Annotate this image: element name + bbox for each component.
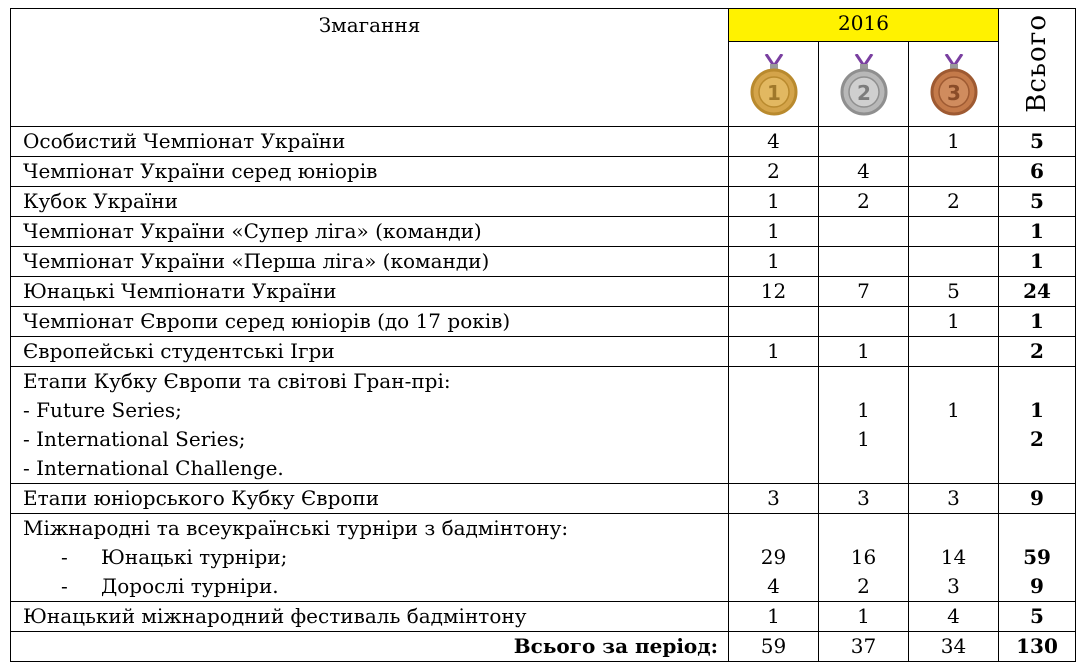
bronze-count: 4 xyxy=(909,602,999,632)
row-total: 6 xyxy=(999,157,1076,187)
tournaments-title: Міжнародні та всеукраїнські турніри з бадмінтону: xyxy=(23,516,569,540)
table-row xyxy=(11,277,1076,307)
silver-count: 3 xyxy=(819,484,909,514)
list-dash: - xyxy=(61,545,68,569)
tournaments-line xyxy=(23,572,728,601)
row-total: 1 xyxy=(999,307,1076,337)
grand-total: 130 xyxy=(999,632,1076,662)
tournament-type: Юнацькі турніри; xyxy=(101,545,288,569)
total-header xyxy=(999,9,1076,127)
svg-text:1: 1 xyxy=(766,81,781,105)
tournament-type: Дорослі турніри. xyxy=(101,574,279,598)
silver-count xyxy=(819,217,909,247)
gold-count: 1 xyxy=(729,602,819,632)
gold-count: 2 xyxy=(729,157,819,187)
row-name: Юнацький міжнародний фестиваль бадмінтону xyxy=(11,602,729,632)
silver-count xyxy=(819,367,909,484)
bronze-count: 2 xyxy=(909,187,999,217)
year-header: 2016 xyxy=(729,9,999,42)
bronze-count xyxy=(909,367,999,484)
row-name: Етапи юніорського Кубку Європи xyxy=(11,484,729,514)
europe-cup-title: Етапи Кубку Європи та світові Гран-прі: xyxy=(23,369,451,393)
footer-row xyxy=(11,632,1076,662)
europe-cup-line: - Future Series; xyxy=(23,398,182,422)
bronze-count: 1 xyxy=(909,127,999,157)
row-total: 5 xyxy=(999,127,1076,157)
gold-medal-icon xyxy=(748,54,800,116)
silver-grand-total: 37 xyxy=(819,632,909,662)
bronze-medal-cell xyxy=(909,42,999,127)
gold-medal-cell xyxy=(729,42,819,127)
bronze-count xyxy=(909,157,999,187)
gold-count: 4 xyxy=(729,127,819,157)
europe-cup-line: - International Challenge. xyxy=(23,456,284,480)
table-row xyxy=(11,337,1076,367)
row-total xyxy=(999,514,1076,602)
tournaments-names xyxy=(11,514,729,602)
silver-count-line: 1 xyxy=(857,427,870,451)
silver-count xyxy=(819,247,909,277)
bronze-count xyxy=(909,217,999,247)
bronze-count: 1 xyxy=(909,307,999,337)
total-line: 59 xyxy=(1023,545,1051,569)
silver-count: 1 xyxy=(819,602,909,632)
silver-count: 4 xyxy=(819,157,909,187)
table-row-europe-cup xyxy=(11,367,1076,484)
table-row xyxy=(11,602,1076,632)
list-dash: - xyxy=(61,574,68,598)
gold-count: 12 xyxy=(729,277,819,307)
bronze-grand-total: 34 xyxy=(909,632,999,662)
svg-text:3: 3 xyxy=(946,81,961,105)
tournaments-line xyxy=(23,543,728,572)
row-name: Чемпіонат Європи серед юніорів (до 17 років) xyxy=(11,307,729,337)
svg-text:2: 2 xyxy=(856,81,871,105)
gold-count: 3 xyxy=(729,484,819,514)
total-line: 1 xyxy=(1030,398,1044,422)
total-header-label: Всього xyxy=(1021,14,1052,113)
header-row xyxy=(11,9,1076,42)
silver-count-line: 16 xyxy=(850,545,877,569)
gold-count: 1 xyxy=(729,247,819,277)
row-total: 2 xyxy=(999,337,1076,367)
row-name: Кубок України xyxy=(11,187,729,217)
total-line: 9 xyxy=(1030,574,1044,598)
bronze-medal-icon xyxy=(928,54,980,116)
silver-count xyxy=(819,127,909,157)
table-row xyxy=(11,127,1076,157)
row-total: 1 xyxy=(999,217,1076,247)
table-row xyxy=(11,187,1076,217)
total-line: 2 xyxy=(1030,427,1044,451)
row-total: 5 xyxy=(999,187,1076,217)
competition-header: Змагання xyxy=(11,9,729,127)
row-name: Європейські студентські Ігри xyxy=(11,337,729,367)
period-total-label: Всього за період: xyxy=(11,632,729,662)
row-total: 24 xyxy=(999,277,1076,307)
silver-count: 7 xyxy=(819,277,909,307)
table-row xyxy=(11,157,1076,187)
gold-count: 1 xyxy=(729,217,819,247)
row-total: 1 xyxy=(999,247,1076,277)
bronze-count-line: 3 xyxy=(947,574,960,598)
table-row xyxy=(11,484,1076,514)
table-row xyxy=(11,247,1076,277)
gold-count-line: 29 xyxy=(760,545,787,569)
bronze-count: 3 xyxy=(909,484,999,514)
row-total xyxy=(999,367,1076,484)
bronze-count xyxy=(909,337,999,367)
gold-count xyxy=(729,307,819,337)
table-row xyxy=(11,307,1076,337)
silver-count-line: 2 xyxy=(857,574,870,598)
row-total: 5 xyxy=(999,602,1076,632)
row-name: Чемпіонат України серед юніорів xyxy=(11,157,729,187)
silver-count: 2 xyxy=(819,187,909,217)
bronze-count-line: 14 xyxy=(940,545,967,569)
row-name: Чемпіонат України «Супер ліга» (команди) xyxy=(11,217,729,247)
europe-cup-line: - International Series; xyxy=(23,427,246,451)
row-name: Юнацькі Чемпіонати України xyxy=(11,277,729,307)
silver-count xyxy=(819,307,909,337)
silver-count: 1 xyxy=(819,337,909,367)
row-name: Чемпіонат України «Перша ліга» (команди) xyxy=(11,247,729,277)
silver-medal-cell xyxy=(819,42,909,127)
medal-table-container xyxy=(10,8,1076,662)
bronze-count xyxy=(909,247,999,277)
gold-count: 1 xyxy=(729,187,819,217)
silver-count-line: 1 xyxy=(857,398,870,422)
gold-grand-total: 59 xyxy=(729,632,819,662)
europe-cup-names xyxy=(11,367,729,484)
table-row xyxy=(11,217,1076,247)
table-row-tournaments xyxy=(11,514,1076,602)
gold-count: 1 xyxy=(729,337,819,367)
bronze-count: 5 xyxy=(909,277,999,307)
bronze-count xyxy=(909,514,999,602)
silver-count xyxy=(819,514,909,602)
silver-medal-icon xyxy=(838,54,890,116)
bronze-count-line: 1 xyxy=(947,398,960,422)
gold-count xyxy=(729,367,819,484)
row-name: Особистий Чемпіонат України xyxy=(11,127,729,157)
row-total: 9 xyxy=(999,484,1076,514)
medal-table xyxy=(10,8,1076,662)
gold-count-line: 4 xyxy=(767,574,780,598)
gold-count xyxy=(729,514,819,602)
